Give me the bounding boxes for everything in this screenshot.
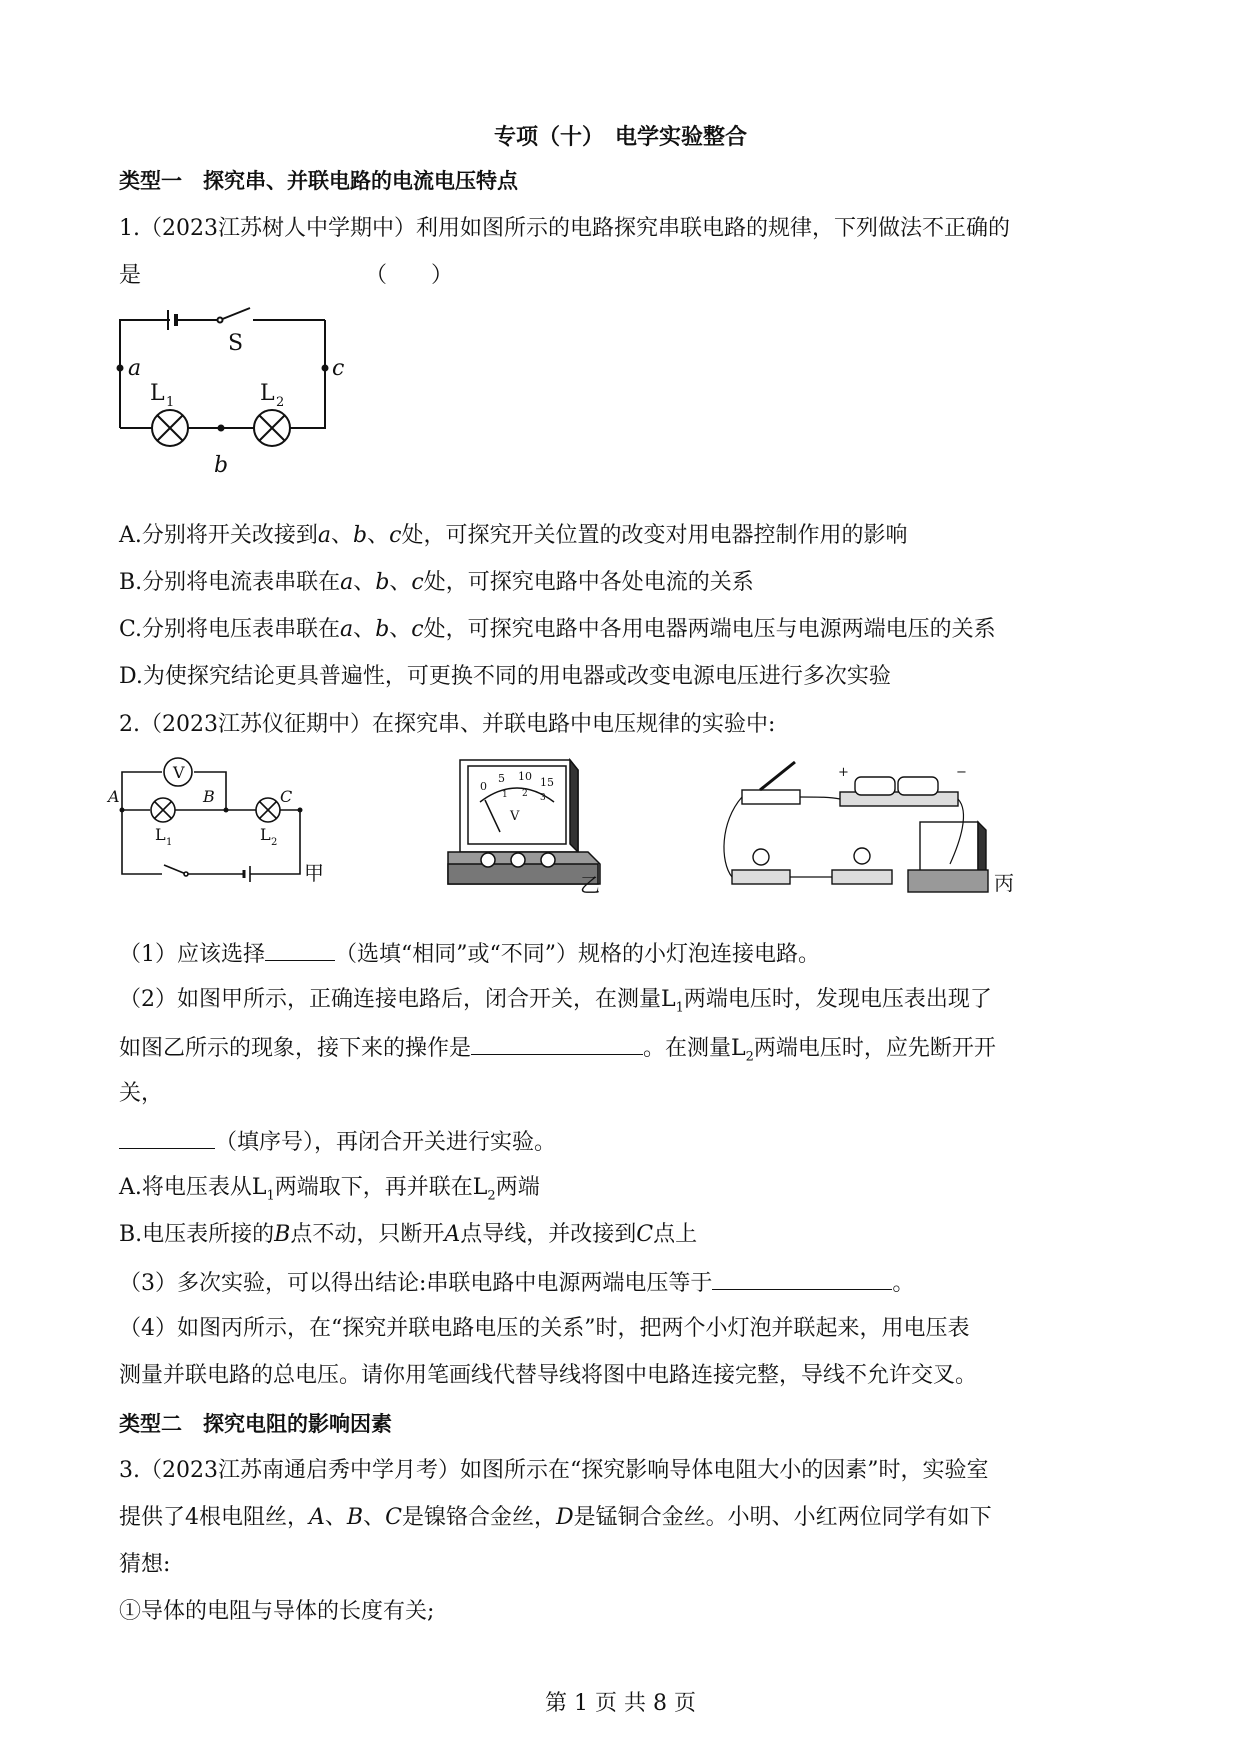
jia-point-a: A xyxy=(108,787,120,806)
svg-text:2: 2 xyxy=(271,837,278,848)
voltmeter-v-label: V xyxy=(173,763,185,782)
section-heading-1: 类型一 探究串、并联电路的电流电压特点 xyxy=(119,169,518,193)
figure-bing-caption: 丙 xyxy=(994,871,1014,895)
q2-part-2-line3: 关， xyxy=(119,1081,164,1106)
q3-guess-1: ①导体的电阻与导体的长度有关; xyxy=(119,1599,435,1624)
svg-text:3: 3 xyxy=(540,793,546,803)
svg-text:15: 15 xyxy=(540,776,554,789)
answer-blank-1[interactable] xyxy=(265,938,335,961)
svg-text:5: 5 xyxy=(498,772,505,785)
answer-blank-4[interactable] xyxy=(712,1267,892,1290)
point-c-label: c xyxy=(332,356,345,381)
lamp-l1-label: L xyxy=(150,381,165,406)
page-title: 专项（十） 电学实验整合 xyxy=(493,125,747,150)
q3-line3: 猜想: xyxy=(119,1552,171,1577)
svg-text:10: 10 xyxy=(518,770,532,783)
battery-minus: − xyxy=(956,765,967,780)
q2-part-2-line4: （填序号），再闭合开关进行实验。 xyxy=(119,1126,556,1158)
voltmeter-unit: V xyxy=(510,809,520,824)
q2-part-3: （3）多次实验，可以得出结论:串联电路中电源两端电压等于 。 xyxy=(119,1267,914,1299)
answer-bracket: （ ） xyxy=(365,263,454,288)
q2-part-4-line2: 测量并联电路的总电压。请你用笔画线代替导线将图中电路连接完整，导线不允许交叉。 xyxy=(119,1363,978,1388)
svg-text:0: 0 xyxy=(480,780,487,793)
q1-stem-line1: 1.（2023江苏树人中学期中）利用如图所示的电路探究串联电路的规律，下列做法不正确的 xyxy=(119,216,1010,241)
jia-l1: L xyxy=(155,825,166,844)
q2-part-4-line1: （4）如图丙所示，在“探究并联电路电压的关系”时，把两个小灯泡并联起来，用电压表 xyxy=(119,1316,970,1341)
answer-blank-3[interactable] xyxy=(119,1126,215,1149)
q1-option-b: B.分别将电流表串联在a、b、c处，可探究电路中各处电流的关系 xyxy=(119,570,754,595)
q2-figure-jia xyxy=(108,752,330,885)
page-footer: 第 1 页 共 8 页 xyxy=(545,1691,696,1716)
svg-text:1: 1 xyxy=(166,837,173,848)
figure-jia-caption: 甲 xyxy=(304,861,324,885)
point-b-label: b xyxy=(214,453,229,478)
q2-stem: 2.（2023江苏仪征期中）在探究串、并联电路中电压规律的实验中: xyxy=(119,712,776,737)
q2-option-b: B.电压表所接的B点不动，只断开A点导线，并改接到C点上 xyxy=(119,1222,698,1247)
q2-option-a: A.将电压表从$L_1$两端取下，再并联在$L_2$两端 xyxy=(119,1175,540,1204)
battery-plus: + xyxy=(838,765,849,780)
q2-part-1: （1）应该选择 （选填“相同”或“不同”）规格的小灯泡连接电路。 xyxy=(119,938,820,970)
q1-stem-end: 是 xyxy=(119,263,142,288)
jia-l2: L xyxy=(260,825,271,844)
q3-line1: 3.（2023江苏南通启秀中学月考）如图所示在“探究影响导体电阻大小的因素”时，实验室 xyxy=(119,1458,989,1483)
q1-option-a: A.分别将开关改接到a、b、c处，可探究开关位置的改变对用电器控制作用的影响 xyxy=(119,523,908,548)
lamp-l2-sub: 2 xyxy=(276,395,285,410)
q2-figure-bing-apparatus xyxy=(720,752,1020,897)
answer-blank-2[interactable] xyxy=(471,1032,643,1055)
jia-point-c: C xyxy=(280,787,293,806)
q2-part-2-line1: （2）如图甲所示，正确连接电路后，闭合开关，在测量$L_1$两端电压时，发现电压表出现了 xyxy=(119,987,992,1016)
q2-part-2-line2: 如图乙所示的现象，接下来的操作是 。在测量$L_2$两端电压时，应先断开开 xyxy=(119,1032,996,1064)
q1-option-c: C.分别将电压表串联在a、b、c处，可探究电路中各用电器两端电压与电源两端电压的关系 xyxy=(119,617,996,642)
q1-option-d: D.为使探究结论更具普遍性，可更换不同的用电器或改变电源电压进行多次实验 xyxy=(119,664,891,689)
q2-figure-yi-voltmeter xyxy=(440,752,620,897)
section-heading-2: 类型二 探究电阻的影响因素 xyxy=(119,1412,392,1436)
lamp-l2-label: L xyxy=(260,381,275,406)
q1-stem-line2 xyxy=(119,261,453,291)
svg-text:2: 2 xyxy=(522,789,528,799)
q1-circuit-diagram xyxy=(110,300,345,490)
jia-point-b: B xyxy=(203,787,215,806)
switch-label: S xyxy=(228,331,244,356)
figure-yi-caption: 乙 xyxy=(580,873,600,897)
q3-line2: 提供了4根电阻丝，A、B、C是镍铬合金丝，D是锰铜合金丝。小明、小红两位同学有如下 xyxy=(119,1505,992,1530)
svg-text:1: 1 xyxy=(502,790,508,800)
lamp-l1-sub: 1 xyxy=(166,395,175,410)
point-a-label: a xyxy=(128,356,142,381)
